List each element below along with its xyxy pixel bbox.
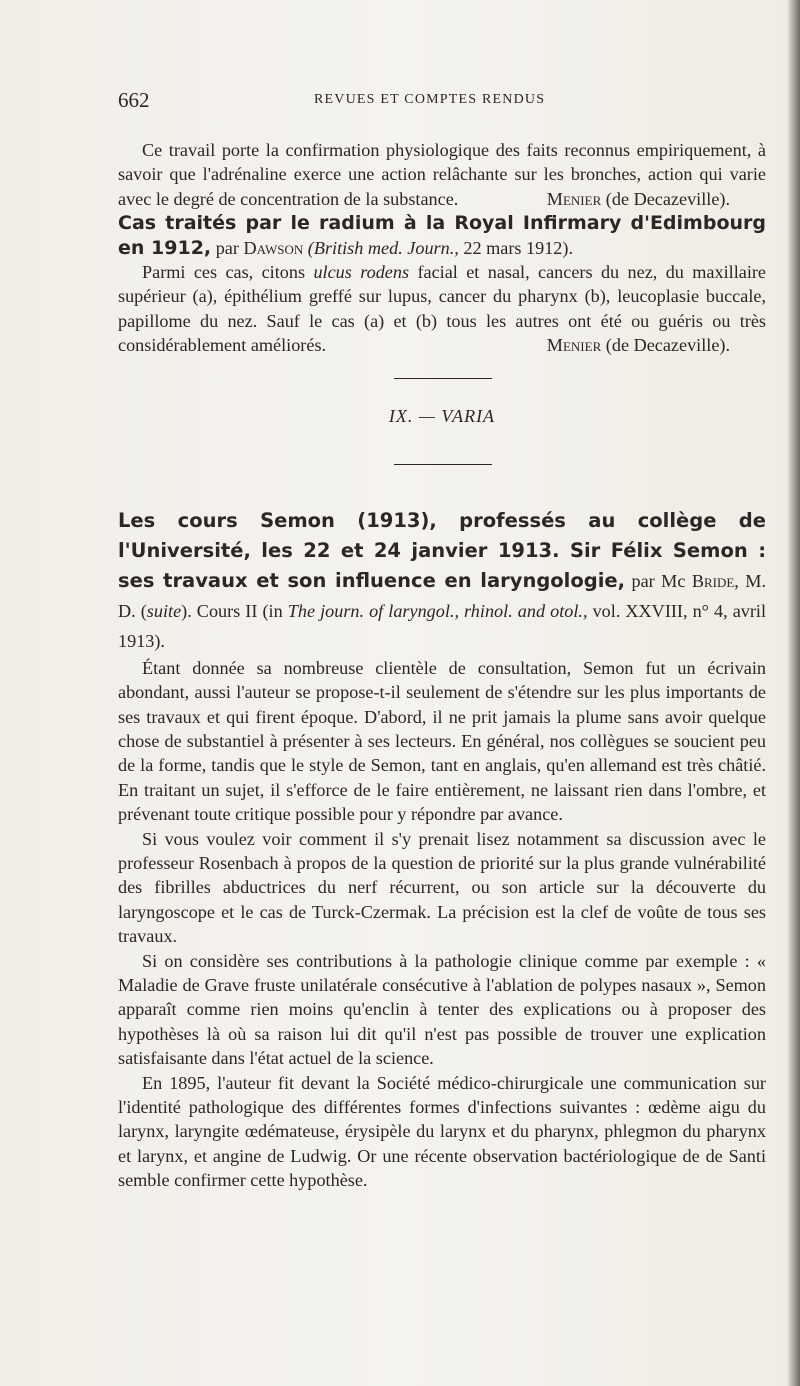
- section-break: [118, 358, 766, 494]
- article3-journal: The journ. of laryngol., rhinol. and otol.,: [287, 600, 588, 621]
- page-header: [118, 88, 768, 114]
- article2-author-location: (de Decazeville).: [605, 335, 730, 356]
- article3-heading: [118, 506, 766, 656]
- article2-author-ref: Dawson: [243, 237, 304, 258]
- article3-author-ref: Bride: [691, 570, 735, 591]
- running-head: REVUES ET COMPTES RENDUS: [314, 92, 546, 107]
- article2-date: 22 mars 1912).: [463, 237, 573, 258]
- article2-author: Menier: [546, 335, 602, 356]
- article3-suite: suite: [146, 600, 182, 621]
- article3-paragraph-4: En 1895, l'auteur fit devant la Société médico-chirurgicale une communication sur l'identité pathologique des différentes formes d'infections suivantes : œdème aigu du larynx, laryngite œdémateuse, érysipèle du larynx et du pharynx, phlegmon du pharynx et larynx, et angine de Ludwig. Or une récente observation bactériologique de de Santi semble confirmer cette hypothèse.: [118, 1072, 766, 1191]
- page-edge-shadow: [788, 0, 800, 1386]
- article3: [118, 506, 766, 1193]
- article3-by: par Mc: [631, 570, 686, 591]
- article1-text: Ce travail porte la confirmation physiologique des faits reconnus empiriquement, à savoir que l'adrénaline exerce une action relâchante sur les bronches, action qui varie avec le degré de concentration de la substance.: [118, 140, 766, 209]
- article2-title: Cas traités par le radium à la Royal Infirmary d'Edimbourg en 1912,: [118, 212, 766, 259]
- article2-journal: (British med. Journ.,: [307, 237, 459, 258]
- article2-text-start: Parmi ces cas, citons: [142, 262, 306, 283]
- section-rule-bottom: [394, 464, 492, 465]
- article1-author: Menier: [546, 188, 602, 209]
- article3-ref-mid2: ). Cours II (in: [181, 600, 283, 621]
- article3-ref-mid: , M. D. (: [118, 570, 766, 621]
- article3-ref-end: vol. XXVIII, n° 4, avril 1913).: [118, 600, 767, 651]
- article2-text-rest: facial et nasal, cancers du nez, du maxillaire supérieur (a), épithélium greffé sur lupus, cancer du pharynx (b), leucoplasie buccale, papillome du nez. Sauf le cas (a) et (b) tous les autres ont été ou guéris ou très considérablement améliorés.: [118, 262, 766, 356]
- article2-heading: [118, 211, 766, 260]
- article1-author-location: (de Decazeville).: [605, 188, 730, 209]
- page-number: 662: [118, 88, 150, 112]
- article3-paragraph-3: Si on considère ses contributions à la pathologie clinique comme par exemple : « Maladie de Grave fruste unilatérale consécutive à l'ablation de polypes nasaux », Semon apparaît comme rien moins qu'enclin à tenter des explications ou à proposer des hypothèses là où sa raison lui dit qu'il n'est pas possible de trouver une explication satisfaisante dans l'état actuel de la science.: [118, 950, 766, 1069]
- section-rule-top: [394, 378, 492, 379]
- article3-title: Les cours Semon (1913), professés au collège de l'Université, les 22 et 24 janvier 1913. Sir Félix Semon : ses travaux et son influence en laryngologie,: [118, 508, 766, 592]
- article3-paragraph-2: Si vous voulez voir comment il s'y prenait lisez notamment sa discussion avec le professeur Rosenbach à propos de la question de priorité sur la plus grande vulnérabilité des fibrilles abductrices du nerf récurrent, ou son article sur la découverte du laryngoscope et le cas de Turck-Czermak. La précision est la clef de voûte de tous ses travaux.: [118, 828, 766, 947]
- article2-term: ulcus rodens: [313, 262, 410, 283]
- article3-paragraph-1: Étant donnée sa nombreuse clientèle de consultation, Semon fut un écrivain abondant, aussi l'auteur se propose-t-il seulement de s'étendre sur les plus importants de ses travaux et qui firent époque. D'abord, il ne prit jamais la plume sans avoir quelque chose de substantiel à présenter à ses lecteurs. En général, nos collègues se soucient peu de la forme, tandis que le style de Semon, tant en anglais, qu'en allemand est très châtié. En traitant un sujet, il s'efforce de le faire entièrement, ne laissant rien dans l'ombre, et prévenant toute critique possible pour y répondre par avance.: [118, 657, 766, 825]
- article2-by: par: [215, 237, 239, 258]
- page-body: [118, 138, 766, 1193]
- section-title: IX. — VARIA: [388, 405, 496, 426]
